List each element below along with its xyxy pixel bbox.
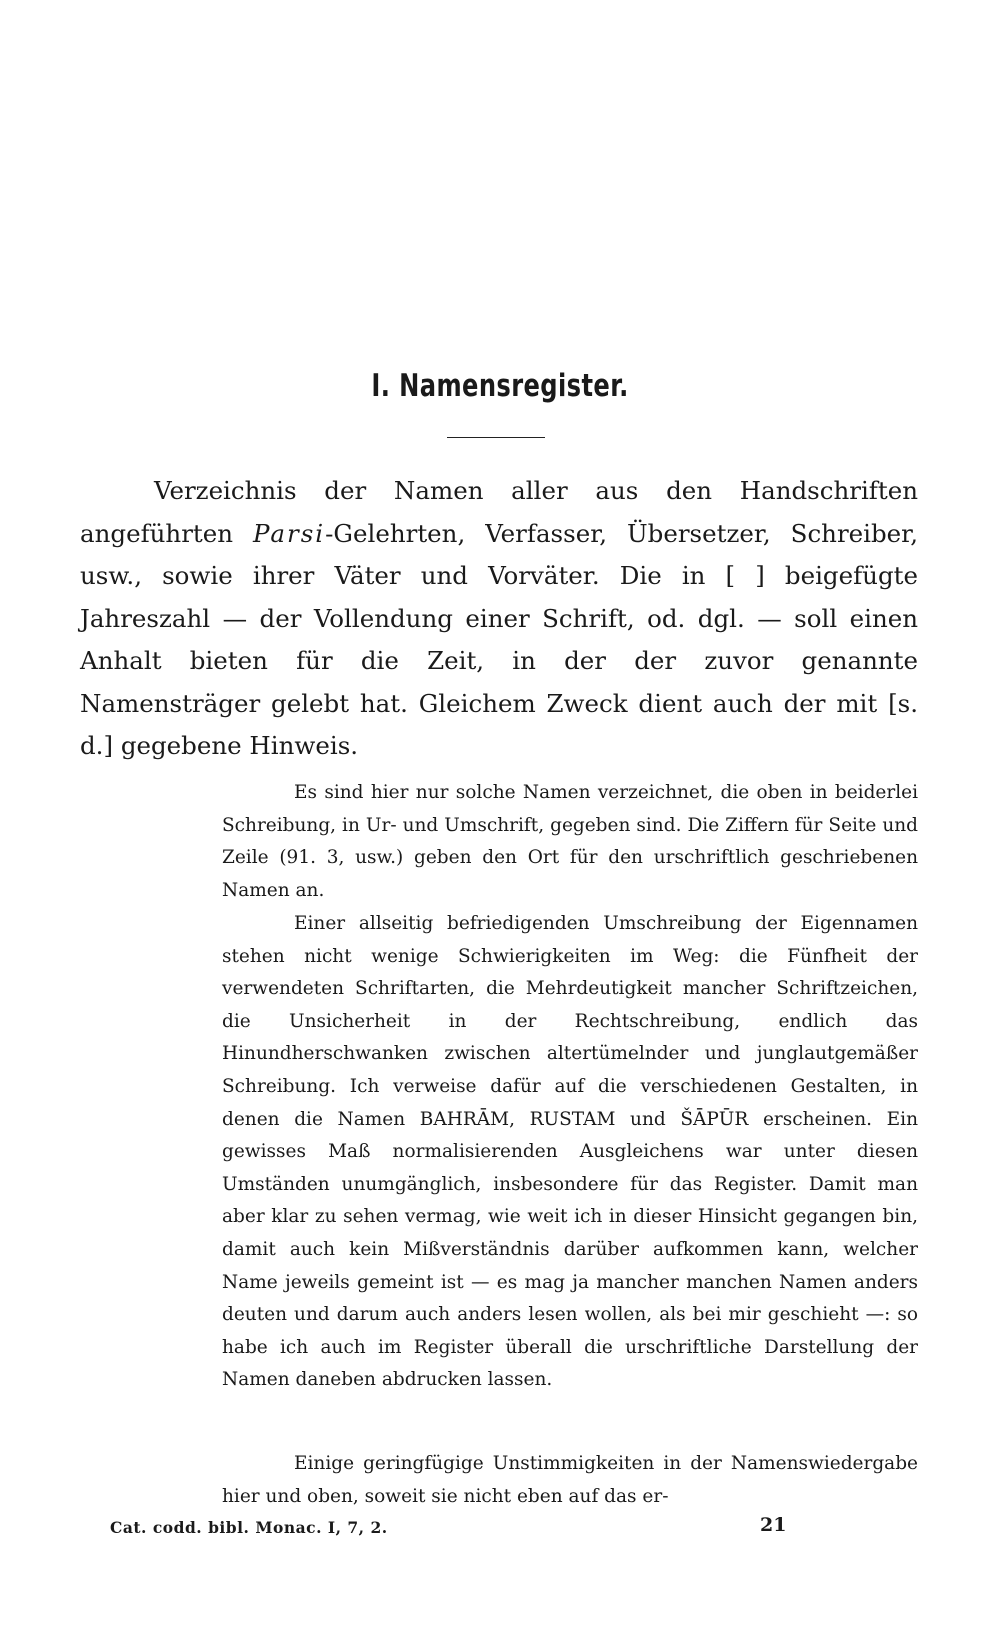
paragraph-register-scope: Es sind hier nur solche Namen verzeichnet, die oben in beiderlei Schreibung, in Ur- und Umschrift, gegeben sind. Die Ziffern für Seite und Zeile (91. 3, usw.) geben den Ort für den urschriftlich geschriebenen Namen an. bbox=[222, 782, 918, 901]
intro-italic-term: Parsi bbox=[253, 518, 326, 548]
intro-paragraph bbox=[80, 470, 918, 768]
intro-text-rest: -Gelehrten, Verfasser, Übersetzer, Schreiber, usw., sowie ihrer Väter und Vorväter. Die in [ ] beigefügte Jahreszahl — der Vollendung einer Schrift, od. dgl. — soll einen Anhalt bieten für die Zeit, in der der zuvor genannte Namensträger gelebt hat. Gleichem Zweck dient auch der mit [s. d.] gegebene Hinweis. bbox=[80, 518, 918, 760]
intro-text-start: Verzeichnis der Namen aller aus den Handschriften angeführten bbox=[80, 476, 918, 548]
footer-signature: Cat. codd. bibl. Monac. I, 7, 2. bbox=[110, 1518, 388, 1537]
page-title: I. Namensregister. bbox=[371, 368, 629, 404]
title-divider bbox=[447, 437, 545, 438]
page-number: 21 bbox=[760, 1514, 787, 1536]
paragraph-discrepancies: Einige geringfügige Unstimmigkeiten in der Namenswiedergabe hier und oben, soweit sie nicht eben auf das er- bbox=[222, 1453, 918, 1507]
paragraph-transcription: Einer allseitig befriedigenden Umschreibung der Eigennamen stehen nicht wenige Schwierigkeiten im Weg: die Fünfheit der verwendeten Schriftarten, die Mehrdeutigkeit mancher Schriftzeichen, die Unsicherheit in der Rechtschreibung, endlich das Hinundherschwanken zwischen altertümelnder und junglautgemäßer Schreibung. Ich verweise dafür auf die verschiedenen Gestalten, in denen die Namen BAHRĀM, RUSTAM und ŠĀPŪR erscheinen. Ein gewisses Maß normalisierenden Ausgleichens war unter diesen Umständen unumgänglich, insbesondere für das Register. Damit man aber klar zu sehen vermag, wie weit ich in dieser Hinsicht gegangen bin, damit auch kein Mißverständnis darüber aufkommen kann, welcher Name jeweils gemeint ist — es mag ja mancher manchen Namen anders deuten und darum auch anders lesen wollen, als bei mir geschieht —: so habe ich auch im Register überall die urschriftliche Darstellung der Namen daneben abdrucken lassen. bbox=[222, 913, 918, 1391]
